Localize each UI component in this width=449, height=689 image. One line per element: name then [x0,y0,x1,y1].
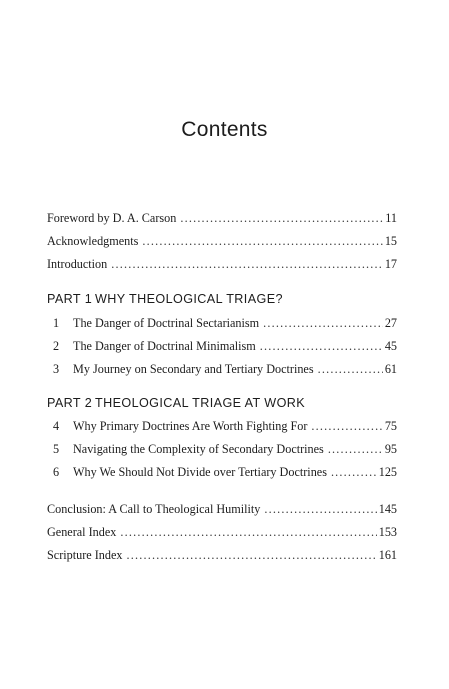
part-2-heading [47,396,397,410]
toc-entry-page: 161 [378,548,397,562]
leader-dots [264,502,376,517]
leader-dots [263,316,383,331]
toc-entry-chapter-2[interactable] [53,339,397,357]
toc-entry-page: 27 [384,316,397,330]
part-number: PART 1 [47,292,93,306]
part-title: THEOLOGICAL TRIAGE AT WORK [95,396,306,410]
leader-dots [318,362,383,377]
toc-entry-label: Conclusion: A Call to Theological Humility [47,502,261,516]
toc-entry-page: 153 [378,525,397,539]
toc-entry-chapter-3[interactable] [53,362,397,380]
leader-dots [260,339,383,354]
chapter-number: 4 [53,419,60,433]
chapter-number: 2 [53,339,60,353]
toc-entry-page: 15 [384,234,397,248]
leader-dots [142,234,382,249]
toc-entry-introduction[interactable] [47,257,397,275]
toc-entry-label: Scripture Index [47,548,123,562]
toc-entry-page: 75 [384,419,397,433]
toc-entry-chapter-4[interactable] [53,419,397,437]
toc-entry-label: Foreword by D. A. Carson [47,211,177,225]
toc-entry-page: 95 [384,442,397,456]
toc-entry-general-index[interactable] [47,525,397,543]
toc-entry-label: Navigating the Complexity of Secondary Doctrines [73,442,324,456]
leader-dots [180,211,383,226]
toc-entry-chapter-5[interactable] [53,442,397,460]
toc-entry-chapter-1[interactable] [53,316,397,334]
toc-entry-page: 61 [384,362,397,376]
toc-entry-page: 45 [384,339,397,353]
part-title: WHY THEOLOGICAL TRIAGE? [95,292,283,306]
part-number: PART 2 [47,396,93,410]
leader-dots [120,525,376,540]
leader-dots [311,419,382,434]
toc-entry-label: The Danger of Doctrinal Minimalism [73,339,256,353]
chapter-number: 5 [53,442,60,456]
toc-entry-label: Why Primary Doctrines Are Worth Fighting For [73,419,308,433]
leader-dots [328,442,383,457]
toc-entry-chapter-6[interactable] [53,465,397,483]
leader-dots [111,257,383,272]
toc-entry-page: 11 [385,211,397,225]
leader-dots [331,465,377,480]
toc-entry-page: 145 [378,502,397,516]
leader-dots [126,548,376,563]
chapter-number: 1 [53,316,60,330]
toc-entry-foreword[interactable] [47,211,397,229]
toc-entry-label: Acknowledgments [47,234,139,248]
toc-entry-label: My Journey on Secondary and Tertiary Doctrines [73,362,314,376]
chapter-number: 3 [53,362,60,376]
toc-entry-label: Why We Should Not Divide over Tertiary Doctrines [73,465,327,479]
page-title: Contents [181,118,268,141]
toc-entry-acknowledgments[interactable] [47,234,397,252]
chapter-number: 6 [53,465,60,479]
part-1-heading [47,292,397,306]
toc-entry-page: 17 [384,257,397,271]
toc-entry-page: 125 [378,465,397,479]
toc-entry-scripture-index[interactable] [47,548,397,566]
toc-entry-label: The Danger of Doctrinal Sectarianism [73,316,260,330]
toc-entry-conclusion[interactable] [47,502,397,520]
toc-entry-label: Introduction [47,257,108,271]
toc-entry-label: General Index [47,525,117,539]
